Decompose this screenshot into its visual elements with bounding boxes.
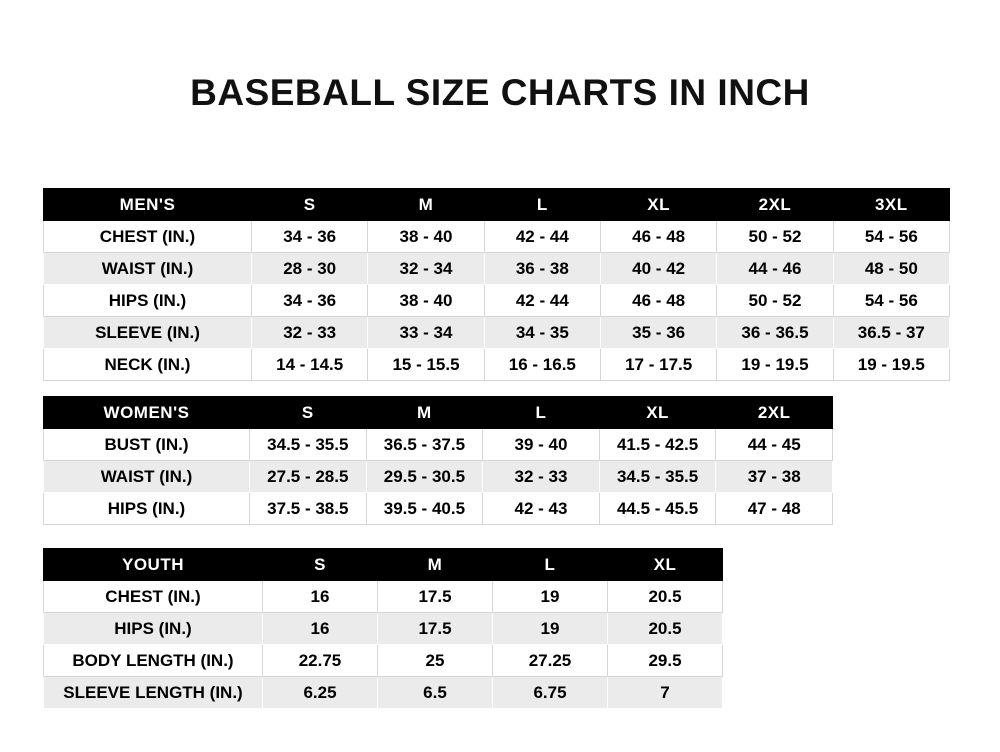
measurement-cell: 40 - 42	[600, 253, 716, 285]
measurement-cell: 34.5 - 35.5	[250, 429, 367, 461]
mens-size-header-s: S	[252, 189, 368, 221]
row-label: HIPS (IN.)	[44, 493, 250, 525]
measurement-cell: 19	[493, 613, 608, 645]
measurement-cell: 34 - 36	[252, 285, 368, 317]
row-label: HIPS (IN.)	[44, 285, 252, 317]
youth-size-header-m: M	[378, 549, 493, 581]
mens-size-header-xl: XL	[600, 189, 716, 221]
measurement-cell: 37 - 38	[716, 461, 833, 493]
youth-size-header-xl: XL	[608, 549, 723, 581]
measurement-cell: 37.5 - 38.5	[250, 493, 367, 525]
womens-size-header-s: S	[250, 397, 367, 429]
womens-table-body	[44, 429, 833, 525]
womens-size-header-xl: XL	[599, 397, 716, 429]
measurement-cell: 32 - 34	[368, 253, 484, 285]
row-label: HIPS (IN.)	[44, 613, 263, 645]
table-row	[44, 613, 723, 645]
womens-table-header	[44, 397, 833, 429]
measurement-cell: 22.75	[263, 645, 378, 677]
measurement-cell: 42 - 44	[484, 221, 600, 253]
womens-size-header-m: M	[366, 397, 483, 429]
mens-size-header-l: L	[484, 189, 600, 221]
measurement-cell: 47 - 48	[716, 493, 833, 525]
womens-table-category-header: WOMEN'S	[44, 397, 250, 429]
page-title: BASEBALL SIZE CHARTS IN INCH	[190, 72, 810, 113]
measurement-cell: 39.5 - 40.5	[366, 493, 483, 525]
measurement-cell: 44 - 46	[717, 253, 833, 285]
table-row	[44, 349, 950, 381]
youth-table-body	[44, 581, 723, 709]
measurement-cell: 38 - 40	[368, 285, 484, 317]
measurement-cell: 19	[493, 581, 608, 613]
measurement-cell: 32 - 33	[483, 461, 600, 493]
measurement-cell: 16	[263, 613, 378, 645]
measurement-cell: 19 - 19.5	[833, 349, 949, 381]
row-label: WAIST (IN.)	[44, 461, 250, 493]
measurement-cell: 15 - 15.5	[368, 349, 484, 381]
measurement-cell: 44 - 45	[716, 429, 833, 461]
mens-size-chart	[43, 188, 950, 381]
measurement-cell: 32 - 33	[252, 317, 368, 349]
table-header-row	[44, 189, 950, 221]
mens-table-category-header: MEN'S	[44, 189, 252, 221]
mens-size-table	[43, 188, 950, 381]
table-header-row	[44, 397, 833, 429]
measurement-cell: 29.5 - 30.5	[366, 461, 483, 493]
womens-size-chart	[43, 396, 833, 525]
measurement-cell: 34.5 - 35.5	[599, 461, 716, 493]
row-label: SLEEVE (IN.)	[44, 317, 252, 349]
measurement-cell: 50 - 52	[717, 221, 833, 253]
row-label: NECK (IN.)	[44, 349, 252, 381]
row-label: CHEST (IN.)	[44, 581, 263, 613]
table-row	[44, 581, 723, 613]
measurement-cell: 46 - 48	[600, 221, 716, 253]
row-label: SLEEVE LENGTH (IN.)	[44, 677, 263, 709]
measurement-cell: 20.5	[608, 581, 723, 613]
table-header-row	[44, 549, 723, 581]
measurement-cell: 17.5	[378, 613, 493, 645]
womens-size-header-2xl: 2XL	[716, 397, 833, 429]
table-row	[44, 645, 723, 677]
measurement-cell: 19 - 19.5	[717, 349, 833, 381]
mens-table-body	[44, 221, 950, 381]
measurement-cell: 16	[263, 581, 378, 613]
measurement-cell: 17.5	[378, 581, 493, 613]
table-row	[44, 221, 950, 253]
measurement-cell: 27.25	[493, 645, 608, 677]
measurement-cell: 36 - 38	[484, 253, 600, 285]
measurement-cell: 27.5 - 28.5	[250, 461, 367, 493]
measurement-cell: 16 - 16.5	[484, 349, 600, 381]
measurement-cell: 6.5	[378, 677, 493, 709]
measurement-cell: 48 - 50	[833, 253, 949, 285]
measurement-cell: 46 - 48	[600, 285, 716, 317]
measurement-cell: 36.5 - 37	[833, 317, 949, 349]
measurement-cell: 42 - 43	[483, 493, 600, 525]
measurement-cell: 44.5 - 45.5	[599, 493, 716, 525]
row-label: BUST (IN.)	[44, 429, 250, 461]
table-row	[44, 493, 833, 525]
row-label: BODY LENGTH (IN.)	[44, 645, 263, 677]
measurement-cell: 50 - 52	[717, 285, 833, 317]
table-row	[44, 461, 833, 493]
measurement-cell: 34 - 36	[252, 221, 368, 253]
youth-size-header-s: S	[263, 549, 378, 581]
row-label: WAIST (IN.)	[44, 253, 252, 285]
measurement-cell: 35 - 36	[600, 317, 716, 349]
measurement-cell: 39 - 40	[483, 429, 600, 461]
youth-size-chart	[43, 548, 723, 709]
row-label: CHEST (IN.)	[44, 221, 252, 253]
womens-size-table	[43, 396, 833, 525]
table-row	[44, 317, 950, 349]
measurement-cell: 36.5 - 37.5	[366, 429, 483, 461]
youth-size-table	[43, 548, 723, 709]
mens-size-header-2xl: 2XL	[717, 189, 833, 221]
youth-size-header-l: L	[493, 549, 608, 581]
measurement-cell: 42 - 44	[484, 285, 600, 317]
measurement-cell: 33 - 34	[368, 317, 484, 349]
table-row	[44, 285, 950, 317]
youth-table-category-header: YOUTH	[44, 549, 263, 581]
youth-table-header	[44, 549, 723, 581]
measurement-cell: 38 - 40	[368, 221, 484, 253]
measurement-cell: 36 - 36.5	[717, 317, 833, 349]
measurement-cell: 34 - 35	[484, 317, 600, 349]
measurement-cell: 41.5 - 42.5	[599, 429, 716, 461]
measurement-cell: 20.5	[608, 613, 723, 645]
measurement-cell: 17 - 17.5	[600, 349, 716, 381]
mens-size-header-3xl: 3XL	[833, 189, 949, 221]
measurement-cell: 54 - 56	[833, 285, 949, 317]
measurement-cell: 28 - 30	[252, 253, 368, 285]
measurement-cell: 6.25	[263, 677, 378, 709]
womens-size-header-l: L	[483, 397, 600, 429]
mens-table-header	[44, 189, 950, 221]
measurement-cell: 7	[608, 677, 723, 709]
table-row	[44, 429, 833, 461]
measurement-cell: 6.75	[493, 677, 608, 709]
table-row	[44, 677, 723, 709]
measurement-cell: 54 - 56	[833, 221, 949, 253]
table-row	[44, 253, 950, 285]
measurement-cell: 25	[378, 645, 493, 677]
mens-size-header-m: M	[368, 189, 484, 221]
measurement-cell: 14 - 14.5	[252, 349, 368, 381]
measurement-cell: 29.5	[608, 645, 723, 677]
